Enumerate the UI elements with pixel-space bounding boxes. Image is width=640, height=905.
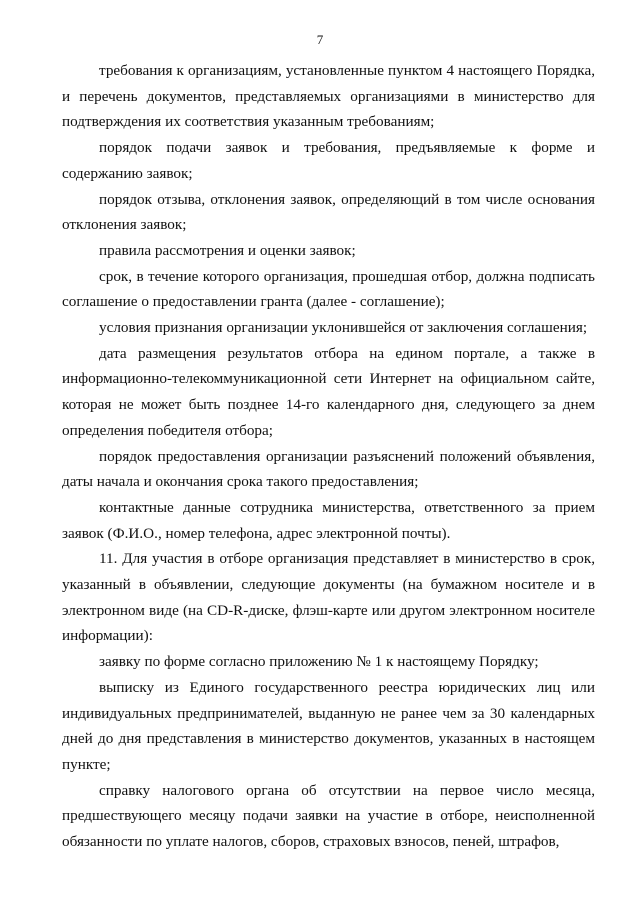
paragraph: контактные данные сотрудника министерства, ответственного за прием заявок (Ф.И.О., номер телефона, адрес электронной почты). <box>62 498 595 542</box>
document-body <box>62 58 595 855</box>
paragraph: справку налогового органа об отсутствии на первое число месяца, предшествующего месяцу подачи заявки на участие в отборе, неисполненной обязанности по уплате налогов, сборов, страховых взносов, пеней, штрафов, <box>62 781 595 851</box>
page-number: 7 <box>316 32 324 47</box>
paragraph: порядок предоставления организации разъяснений положений объявления, даты начала и окончания срока такого предоставления; <box>62 447 595 491</box>
paragraph: порядок отзыва, отклонения заявок, определяющий в том числе основания отклонения заявок; <box>62 190 595 234</box>
paragraph: дата размещения результатов отбора на едином портале, а также в информационно-телекоммуникационной сети Интернет на официальном сайте, которая не может быть позднее 14-го календарного дня, следующего за днем определения победителя отбора; <box>62 344 595 439</box>
paragraph: заявку по форме согласно приложению № 1 к настоящему Порядку; <box>99 653 539 671</box>
paragraph: условия признания организации уклонившейся от заключения соглашения; <box>99 319 588 337</box>
paragraph: требования к организациям, установленные пунктом 4 настоящего Порядка, и перечень документов, представляемых организациями в министерство для подтверждения их соответствия указанным требованиям; <box>62 62 595 131</box>
paragraph: выписку из Единого государственного реестра юридических лиц или индивидуальных предпринимателей, выданную не ранее чем за 30 календарных дней до дня представления в министерство документов, указанных в настоящем пункте; <box>62 678 595 773</box>
paragraph: срок, в течение которого организация, прошедшая отбор, должна подписать соглашение о предоставлении гранта (далее - соглашение); <box>62 267 595 311</box>
paragraph: правила рассмотрения и оценки заявок; <box>99 241 356 259</box>
paragraph: 11. Для участия в отборе организация представляет в министерство в срок, указанный в объявлении, следующие документы (на бумажном носителе и в электронном виде (на CD-R-диске, флэш-карте или другом электронном носителе информации): <box>62 550 595 645</box>
paragraph: порядок подачи заявок и требования, предъявляемые к форме и содержанию заявок; <box>62 139 595 182</box>
